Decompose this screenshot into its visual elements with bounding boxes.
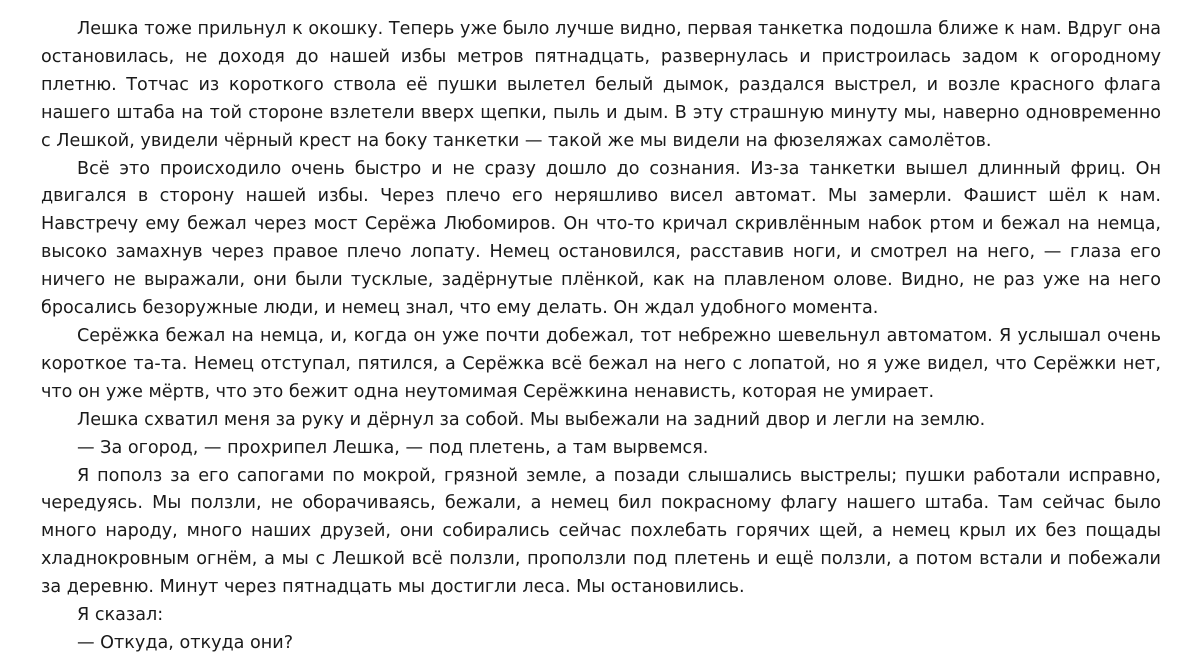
- paragraph: Лешка тоже прильнул к окошку. Теперь уже было лучше видно, первая танкетка подошла ближе к нам. Вдруг она остановилась, не доходя до нашей избы метров пятнадцать, развернулась и пристроилась задом к огородному плетню. Тотчас из короткого ствола её пушки вылетел белый дымок, раздался выстрел, и возле красного флага нашего штаба на той стороне взлетели вверх щепки, пыль и дым. В эту страшную минуту мы, наверно одновременно с Лешкой, увидели чёрный крест на боку танкетки — такой же мы видели на фюзеляжах самолётов.: [41, 19, 1161, 151]
- paragraph: — За огород, — прохрипел Лешка, — под плетень, а там вырвемся.: [77, 437, 709, 458]
- paragraph: Я пополз за его сапогами по мокрой, грязной земле, а позади слышались выстрелы; пушки работали исправно, чередуясь. Мы ползли, не оборачиваясь, бежали, а немец бил покрасному флагу нашего штаба. Там сейчас было много народу, много наших друзей, они собирались сейчас похлебать горячих щей, а немец крыл их без пощады хладнокровным огнём, а мы с Лешкой всё ползли, проползли под плетень и ещё ползли, а потом встали и побежали за деревню. Минут через пятнадцать мы достигли леса. Мы остановились.: [41, 465, 1161, 598]
- paragraph: Я сказал:: [77, 605, 164, 626]
- paragraph: Лешка схватил меня за руку и дёрнул за собой. Мы выбежали на задний двор и легли на землю.: [77, 409, 986, 430]
- document-text: [41, 16, 1161, 658]
- paragraph: Всё это происходило очень быстро и не сразу дошло до сознания. Из-за танкетки вышел длинный фриц. Он двигался в сторону нашей избы. Через плечо его неряшливо висел автомат. Мы замерли. Фашист шёл к нам. Навстречу ему бежал через мост Серёжа Любомиров. Он что-то кричал скривлённым набок ртом и бежал на немца, высоко замахнув через правое плечо лопату. Немец остановился, расставив ноги, и смотрел на него, — глаза его ничего не выражали, они были тусклые, задёрнутые плёнкой, как на плавленом олове. Видно, не раз уже на него бросались безоружные люди, и немец знал, что ему делать. Он ждал удобного момента.: [41, 158, 1161, 319]
- paragraph: — Откуда, откуда они?: [77, 632, 294, 653]
- paragraph: Серёжка бежал на немца, и, когда он уже почти добежал, тот небрежно шевельнул автоматом. Я услышал очень короткое та-та. Немец отступал, пятился, а Серёжка всё бежал на него с лопатой, но я уже видел, что Серёжки нет, что он уже мёртв, что это бежит одна неутомимая Серёжкина ненависть, которая не умирает.: [41, 325, 1161, 402]
